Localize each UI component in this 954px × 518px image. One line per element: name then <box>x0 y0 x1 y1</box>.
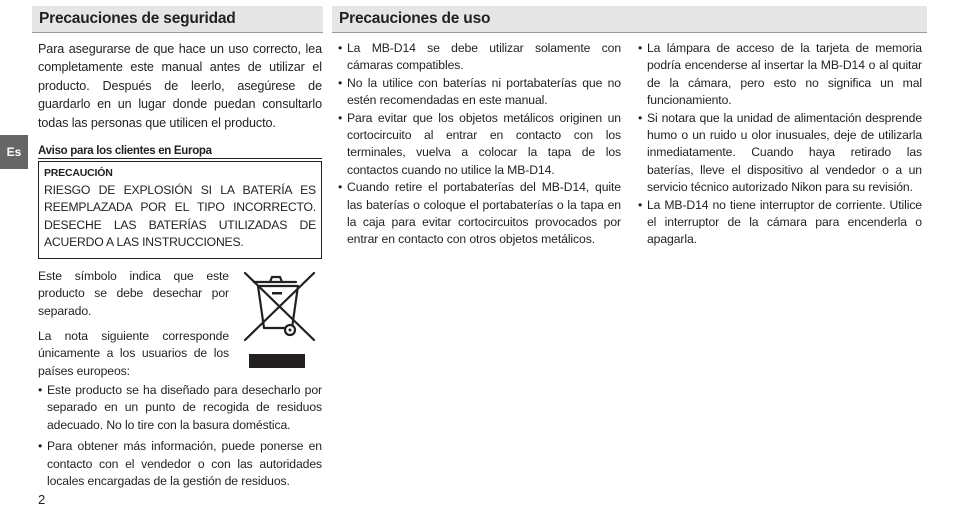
list-item: • La MB-D14 se debe utilizar solamente con cámaras compatibles. <box>338 40 621 75</box>
usage-bullet-list-2 <box>638 40 922 249</box>
symbol-description: Este símbolo indica que este producto se debe desechar por separado. <box>38 269 229 318</box>
disposal-bullet-list <box>38 382 322 494</box>
list-item: • La lámpara de acceso de la tarjeta de memoria podría encenderse al insertar la MB-D14 o al quitar de la cámara, pero esto no significa un mal funcionamiento. <box>638 40 922 110</box>
page-number: 2 <box>38 492 46 507</box>
list-item: • No la utilice con baterías ni portabaterías que no estén recomendadas en este manual. <box>338 75 621 110</box>
usage-bullet-list-1 <box>338 40 621 249</box>
caution-box <box>38 161 322 259</box>
usage-heading-rule <box>332 32 927 33</box>
list-item: • Este producto se ha diseñado para desecharlo por separado en un punto de recogida de residuos adecuado. No lo tire con la basura doméstica. <box>38 382 322 434</box>
list-item: • Cuando retire el portabaterías del MB-D14, quite las baterías o coloque el portabaterías o la tapa en la caja para evitar cortocircuitos provocados por entrar en contacto con otros objetos metálicos. <box>338 179 621 249</box>
european-users-note: La nota siguiente corresponde únicamente a los usuarios de los países europeos: <box>38 329 229 378</box>
list-item: • Para obtener más información, puede ponerse en contacto con el vendedor o con las autoridades locales encargadas de la gestión de residuos. <box>38 438 322 490</box>
list-item: • Para evitar que los objetos metálicos originen un cortocircuito al entrar en contacto con los terminales, vuelva a colocar la tapa de los contactos cuando no utilice la MB-D14. <box>338 110 621 180</box>
safety-heading-rule <box>32 32 323 33</box>
safety-heading: Precauciones de seguridad <box>32 6 323 32</box>
caution-text: RIESGO DE EXPLOSIÓN SI LA BATERÍA ES REEMPLAZADA POR EL TIPO INCORRECTO. DESECHE LAS BATERÍAS UTILIZADAS DE ACUERDO A LAS INSTRUCCIONES. <box>44 183 316 250</box>
list-item: • Si notara que la unidad de alimentación desprende humo o un ruido u olor inusuales, deje de utilizarla inmediatamente. Cuando haya retirado las baterías, lleve el dispositivo al vendedor o a un servicio técnico autorizado Nikon para su revisión. <box>638 110 922 197</box>
crossed-out-wheelie-bin-icon <box>238 268 322 370</box>
list-item: • La MB-D14 no tiene interruptor de corriente. Utilice el interruptor de la cámara para encenderla o apagarla. <box>638 197 922 249</box>
europe-notice-subheading: Aviso para los clientes en Europa <box>38 144 322 159</box>
safety-intro: Para asegurarse de que hace un uso correcto, lea completamente este manual antes de utilizar el producto. Después de leerlo, asegúrese de guardarlo en un lugar donde puedan consultarlo todas las personas que utilicen el producto. <box>38 42 322 130</box>
language-tab: Es <box>0 135 28 169</box>
usage-heading: Precauciones de uso <box>332 6 927 32</box>
caution-title: PRECAUCIÓN <box>44 167 113 179</box>
